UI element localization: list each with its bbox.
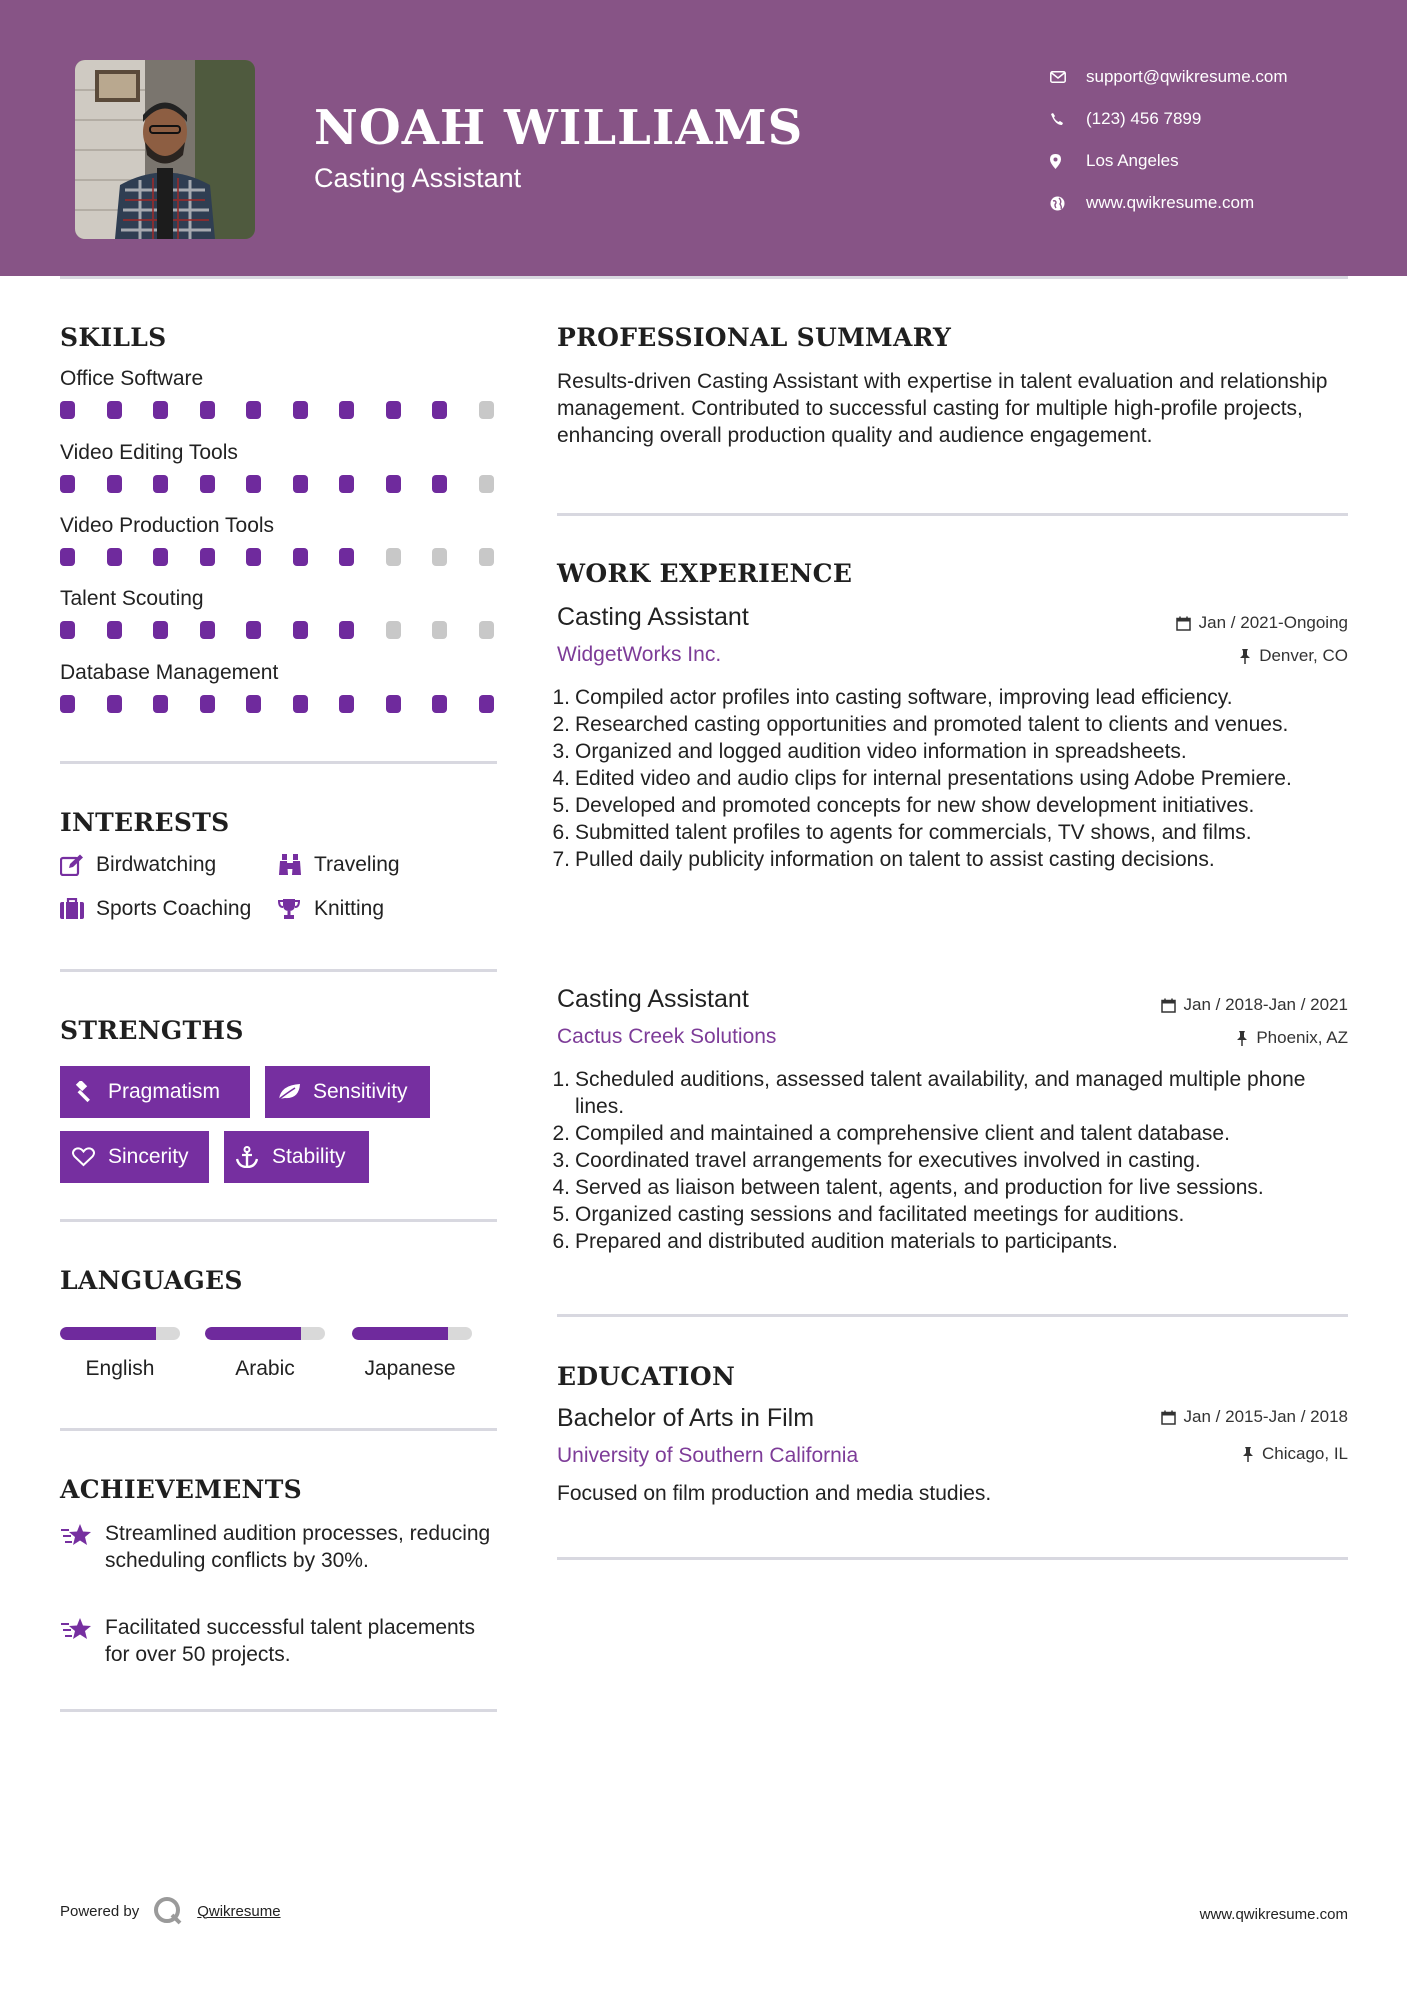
section-divider: [557, 1557, 1348, 1560]
summary-heading: PROFESSIONAL SUMMARY: [557, 323, 952, 352]
skill-dot: [60, 401, 75, 419]
edit-icon: [60, 854, 96, 876]
calendar-icon: [1161, 1410, 1176, 1425]
section-divider: [557, 1314, 1348, 1317]
candidate-name: NOAH WILLIAMS: [314, 100, 804, 156]
shooting-star-icon: [60, 1614, 105, 1668]
heart-icon: [72, 1147, 108, 1167]
skill-dot: [432, 695, 447, 713]
company-name[interactable]: Cactus Creek Solutions: [557, 1025, 777, 1048]
skill-name: Video Editing Tools: [60, 441, 238, 464]
skill-dot: [339, 475, 354, 493]
skill-dot: [107, 695, 122, 713]
language-level-bar: [352, 1327, 472, 1340]
language-level-fill: [352, 1327, 448, 1340]
job-title: Casting Assistant: [557, 985, 749, 1013]
skill-dot: [200, 548, 215, 566]
contact-location: [1050, 140, 1288, 182]
skill-dot: [246, 621, 261, 639]
skill-dot: [60, 548, 75, 566]
education-description: Focused on film production and media studies.: [557, 1482, 992, 1505]
skill-dot: [479, 695, 494, 713]
language-level-bar: [205, 1327, 325, 1340]
skill-dot: [293, 695, 308, 713]
interest-label: Birdwatching: [96, 853, 217, 876]
section-divider: [60, 1219, 497, 1222]
skill-name: Video Production Tools: [60, 514, 275, 537]
binoculars-icon: [278, 854, 314, 876]
strength-tag: [60, 1066, 250, 1118]
skill-name: Database Management: [60, 661, 279, 684]
job-responsibilities: [552, 1066, 1352, 1255]
interest-label: Sports Coaching: [96, 897, 252, 920]
skill-dot: [60, 475, 75, 493]
achievement-text: Streamlined audition processes, reducing scheduling conflicts by 30%.: [105, 1522, 491, 1572]
skill-dot: [293, 475, 308, 493]
language-name: English: [85, 1357, 155, 1380]
skill-dot: [153, 695, 168, 713]
globe-icon: [1050, 196, 1086, 211]
school-name[interactable]: University of Southern California: [557, 1444, 859, 1467]
skill-dot: [339, 621, 354, 639]
envelope-icon: [1050, 71, 1086, 83]
skill-dot: [479, 401, 494, 419]
contact-website-text: www.qwikresume.com: [1086, 193, 1255, 212]
skill-dot: [107, 621, 122, 639]
skill-item: [60, 514, 500, 568]
contact-website[interactable]: [1050, 182, 1288, 224]
job-location: [1236, 1028, 1348, 1048]
list-item: 2. Researched casting opportunities and promoted talent to clients and venues.: [552, 713, 1289, 736]
list-item: 1. Compiled actor profiles into casting software, improving lead efficiency.: [552, 686, 1233, 709]
strength-label: Pragmatism: [108, 1080, 221, 1103]
pushpin-icon: [1236, 1031, 1248, 1046]
skill-dot: [432, 401, 447, 419]
experience-heading: WORK EXPERIENCE: [557, 559, 853, 588]
skill-dot: [200, 475, 215, 493]
strength-tag: [60, 1131, 209, 1183]
list-item: 5. Developed and promoted concepts for new show development initiatives.: [552, 794, 1255, 817]
skill-name: Office Software: [60, 367, 204, 390]
skill-rating: [60, 621, 500, 641]
job-location-text: Denver, CO: [1259, 646, 1348, 665]
skill-dot: [200, 695, 215, 713]
degree-title: Bachelor of Arts in Film: [557, 1404, 815, 1432]
education-date: [1161, 1407, 1348, 1427]
strengths-heading: STRENGTHS: [60, 1016, 244, 1045]
strength-tag: [224, 1131, 369, 1183]
section-divider: [60, 1428, 497, 1431]
skill-dot: [479, 621, 494, 639]
phone-icon: [1050, 112, 1086, 126]
strength-label: Sincerity: [108, 1145, 189, 1168]
interest-item: [60, 897, 251, 921]
skill-dot: [386, 401, 401, 419]
pushpin-icon: [1242, 1447, 1254, 1462]
skill-dot: [153, 621, 168, 639]
contact-list: [1050, 56, 1288, 224]
calendar-icon: [1161, 998, 1176, 1013]
skill-dot: [479, 548, 494, 566]
interest-item: [278, 897, 384, 921]
list-item: 7. Pulled daily publicity information on talent to assist casting decisions.: [552, 848, 1215, 871]
skill-dot: [60, 695, 75, 713]
anchor-icon: [236, 1146, 272, 1168]
education-location: [1242, 1444, 1348, 1464]
strength-tag: [265, 1066, 430, 1118]
header-divider: [60, 276, 1348, 279]
list-item: 1. Scheduled auditions, assessed talent availability, and managed multiple phone lines.: [552, 1068, 1306, 1118]
skill-rating: [60, 401, 500, 421]
skill-dot: [246, 401, 261, 419]
skill-item: [60, 587, 500, 641]
section-divider: [60, 761, 497, 764]
contact-location-text: Los Angeles: [1086, 151, 1179, 170]
skill-dot: [107, 401, 122, 419]
resume-header: [0, 0, 1407, 276]
skill-item: [60, 367, 500, 421]
language-name: Arabic: [235, 1357, 295, 1380]
skill-dot: [200, 621, 215, 639]
shooting-star-icon: [60, 1520, 105, 1574]
skill-dot: [60, 621, 75, 639]
skill-item: [60, 441, 500, 495]
map-pin-icon: [1050, 154, 1086, 169]
summary-text: Results-driven Casting Assistant with expertise in talent evaluation and relationship management. Contributed to successful casting for multiple high-profile projects, enhancing overall production quality and audience engagement.: [557, 370, 1328, 447]
skill-dot: [339, 695, 354, 713]
languages-heading: LANGUAGES: [60, 1266, 243, 1295]
interest-item: [60, 853, 216, 877]
education-location-text: Chicago, IL: [1262, 1444, 1348, 1463]
skill-dot: [432, 548, 447, 566]
pushpin-icon: [1239, 649, 1251, 664]
skill-rating: [60, 475, 500, 495]
achievement-text: Facilitated successful talent placements for over 50 projects.: [105, 1616, 476, 1666]
qwikresume-link[interactable]: Qwikresume: [197, 1902, 281, 1920]
education-heading: EDUCATION: [557, 1362, 736, 1391]
skill-dot: [432, 475, 447, 493]
section-divider: [557, 513, 1348, 516]
candidate-title: Casting Assistant: [314, 163, 522, 193]
gavel-icon: [72, 1081, 108, 1103]
language-level-fill: [60, 1327, 156, 1340]
briefcase-icon: [60, 898, 96, 920]
skill-dot: [107, 548, 122, 566]
profile-photo: [75, 60, 255, 239]
language-level-bar: [60, 1327, 180, 1340]
job-responsibilities: [552, 684, 1352, 873]
skills-heading: SKILLS: [60, 323, 167, 352]
achievements-heading: ACHIEVEMENTS: [60, 1475, 302, 1504]
interest-item: [278, 853, 400, 877]
skill-item: [60, 661, 500, 715]
list-item: 3. Organized and logged audition video information in spreadsheets.: [552, 740, 1187, 763]
contact-phone-text: (123) 456 7899: [1086, 109, 1202, 128]
skill-dot: [153, 475, 168, 493]
language-name: Japanese: [364, 1357, 456, 1380]
achievement-item: [60, 1614, 500, 1668]
strength-label: Stability: [272, 1145, 346, 1168]
footer-branding: [60, 1896, 281, 1926]
skill-rating: [60, 695, 500, 715]
achievement-item: [60, 1520, 500, 1574]
language-level-fill: [205, 1327, 301, 1340]
list-item: 2. Compiled and maintained a comprehensive client and talent database.: [552, 1122, 1230, 1145]
skill-dot: [479, 475, 494, 493]
skill-dot: [293, 401, 308, 419]
interests-heading: INTERESTS: [60, 808, 230, 837]
skill-dot: [246, 695, 261, 713]
section-divider: [60, 1709, 497, 1712]
skill-dot: [246, 548, 261, 566]
strength-label: Sensitivity: [313, 1080, 408, 1103]
skill-dot: [386, 475, 401, 493]
skill-dot: [153, 401, 168, 419]
skill-dot: [339, 548, 354, 566]
skill-dot: [246, 475, 261, 493]
skill-dot: [293, 548, 308, 566]
job-date: [1176, 613, 1348, 633]
skill-dot: [107, 475, 122, 493]
section-divider: [60, 969, 497, 972]
skill-dot: [153, 548, 168, 566]
contact-email[interactable]: [1050, 56, 1288, 98]
list-item: 6. Prepared and distributed audition materials to participants.: [552, 1230, 1118, 1253]
education-date-text: Jan / 2015-Jan / 2018: [1183, 1407, 1348, 1426]
job-date-text: Jan / 2018-Jan / 2021: [1183, 995, 1348, 1014]
list-item: 4. Served as liaison between talent, agents, and production for live sessions.: [552, 1176, 1264, 1199]
skill-dot: [386, 621, 401, 639]
footer-website[interactable]: www.qwikresume.com: [1199, 1906, 1348, 1923]
skill-dot: [293, 621, 308, 639]
job-date-text: Jan / 2021-Ongoing: [1198, 613, 1348, 632]
interest-label: Knitting: [314, 897, 385, 920]
company-name[interactable]: WidgetWorks Inc.: [557, 643, 722, 666]
skill-dot: [339, 401, 354, 419]
list-item: 3. Coordinated travel arrangements for executives involved in casting.: [552, 1149, 1201, 1172]
leaf-icon: [277, 1083, 313, 1101]
job-date: [1161, 995, 1348, 1015]
job-location: [1239, 646, 1348, 666]
skill-dot: [200, 401, 215, 419]
qwikresume-logo-icon: [153, 1896, 183, 1926]
calendar-icon: [1176, 616, 1191, 631]
skill-name: Talent Scouting: [60, 587, 204, 610]
skill-rating: [60, 548, 500, 568]
list-item: 4. Edited video and audio clips for internal presentations using Adobe Premiere.: [552, 767, 1292, 790]
powered-by-text: Powered by: [60, 1902, 140, 1920]
skill-dot: [386, 695, 401, 713]
contact-email-text: support@qwikresume.com: [1086, 67, 1288, 86]
skill-dot: [432, 621, 447, 639]
list-item: 5. Organized casting sessions and facilitated meetings for auditions.: [552, 1203, 1185, 1226]
job-title: Casting Assistant: [557, 603, 749, 631]
job-location-text: Phoenix, AZ: [1256, 1028, 1348, 1047]
list-item: 6. Submitted talent profiles to agents for commercials, TV shows, and films.: [552, 821, 1252, 844]
contact-phone[interactable]: [1050, 98, 1288, 140]
trophy-icon: [278, 898, 314, 920]
skill-dot: [386, 548, 401, 566]
interest-label: Traveling: [314, 853, 400, 876]
